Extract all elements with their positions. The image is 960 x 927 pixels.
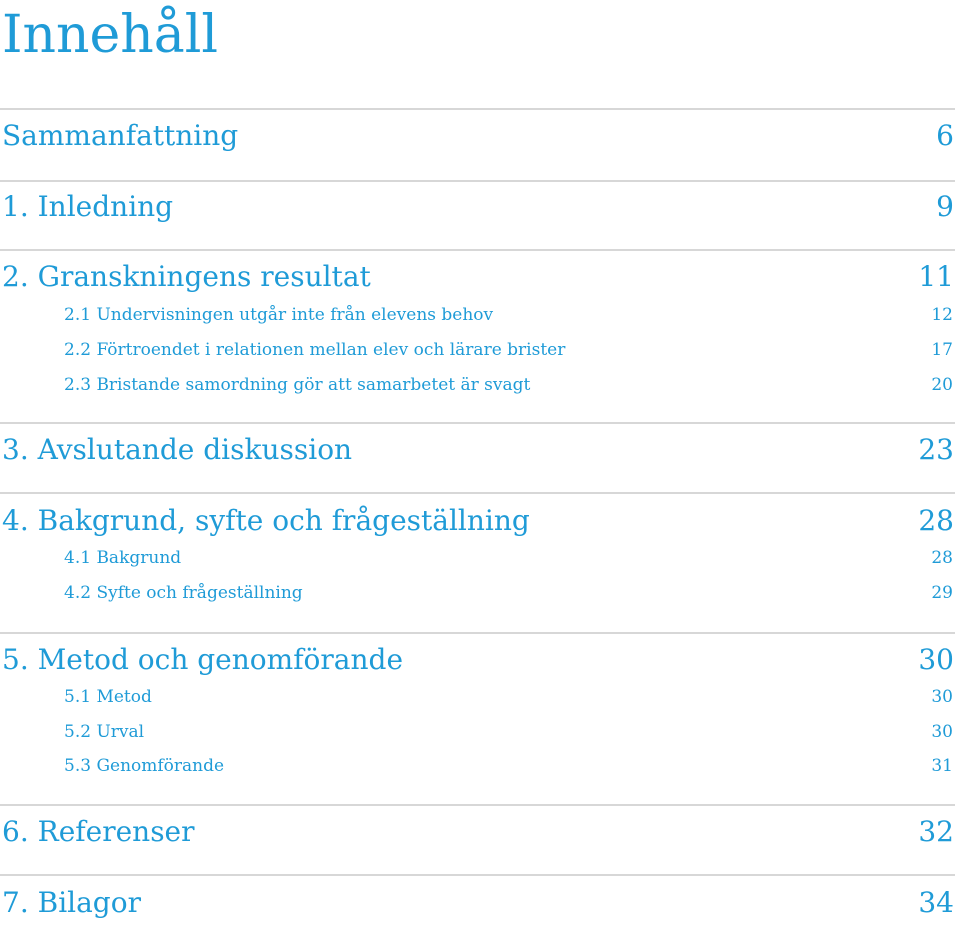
toc-subentry-2-1[interactable] xyxy=(64,302,953,328)
toc-entry-page: 11 xyxy=(918,260,954,293)
divider xyxy=(0,180,955,182)
toc-entry-inledning[interactable] xyxy=(2,187,954,227)
toc-entry-page: 20 xyxy=(931,375,953,395)
toc-entry-label: 4.1 Bakgrund xyxy=(64,548,182,568)
toc-entry-page: 17 xyxy=(931,340,953,360)
toc-entry-label: 3. Avslutande diskussion xyxy=(2,433,353,466)
toc-entry-label: 2.1 Undervisningen utgår inte från elevens behov xyxy=(64,305,494,325)
toc-entry-label: 2.3 Bristande samordning gör att samarbetet är svagt xyxy=(64,375,531,395)
toc-entry-bakgrund[interactable] xyxy=(2,501,954,541)
toc-subentry-5-1[interactable] xyxy=(64,684,953,710)
toc-entry-avslutande-diskussion[interactable] xyxy=(2,430,954,470)
toc-entry-label: 4.2 Syfte och frågeställning xyxy=(64,583,303,603)
toc-subentry-5-2[interactable] xyxy=(64,719,953,745)
toc-entry-page: 12 xyxy=(931,305,953,325)
toc-entry-granskningens-resultat[interactable] xyxy=(2,257,954,297)
toc-entry-page: 6 xyxy=(936,119,954,152)
toc-entry-label: 2. Granskningens resultat xyxy=(2,260,371,293)
toc-entry-page: 34 xyxy=(918,886,954,919)
toc-entry-label: 1. Inledning xyxy=(2,190,174,223)
toc-entry-sammanfattning[interactable] xyxy=(2,116,954,156)
divider xyxy=(0,422,955,424)
divider xyxy=(0,804,955,806)
toc-entry-label: 5.2 Urval xyxy=(64,722,145,742)
toc-entry-page: 29 xyxy=(931,583,953,603)
toc-entry-referenser[interactable] xyxy=(2,812,954,852)
toc-subentry-4-2[interactable] xyxy=(64,580,953,606)
toc-entry-page: 30 xyxy=(931,687,953,707)
toc-entry-page: 28 xyxy=(931,548,953,568)
toc-entry-label: 7. Bilagor xyxy=(2,886,141,919)
divider xyxy=(0,632,955,634)
divider xyxy=(0,492,955,494)
toc-entry-page: 23 xyxy=(918,433,954,466)
toc-entry-page: 9 xyxy=(936,190,954,223)
divider xyxy=(0,874,955,876)
toc-entry-page: 32 xyxy=(918,815,954,848)
toc-entry-page: 30 xyxy=(931,722,953,742)
toc-entry-label: 5. Metod och genomförande xyxy=(2,643,404,676)
toc-entry-page: 30 xyxy=(918,643,954,676)
toc-entry-bilagor[interactable] xyxy=(2,883,954,923)
divider xyxy=(0,108,955,110)
toc-entry-page: 31 xyxy=(931,756,953,776)
toc-entry-label: 4. Bakgrund, syfte och frågeställning xyxy=(2,504,530,537)
toc-subentry-2-2[interactable] xyxy=(64,337,953,363)
toc-entry-metod[interactable] xyxy=(2,640,954,680)
toc-entry-label: 5.3 Genomförande xyxy=(64,756,225,776)
toc-subentry-4-1[interactable] xyxy=(64,545,953,571)
toc-entry-label: 6. Referenser xyxy=(2,815,195,848)
divider xyxy=(0,249,955,251)
toc-entry-page: 28 xyxy=(918,504,954,537)
toc-subentry-5-3[interactable] xyxy=(64,753,953,779)
toc-subentry-2-3[interactable] xyxy=(64,372,953,398)
toc-entry-label: 2.2 Förtroendet i relationen mellan elev och lärare brister xyxy=(64,340,566,360)
toc-entry-label: 5.1 Metod xyxy=(64,687,152,707)
page-title: Innehåll xyxy=(2,5,219,65)
toc-entry-label: Sammanfattning xyxy=(2,119,239,152)
